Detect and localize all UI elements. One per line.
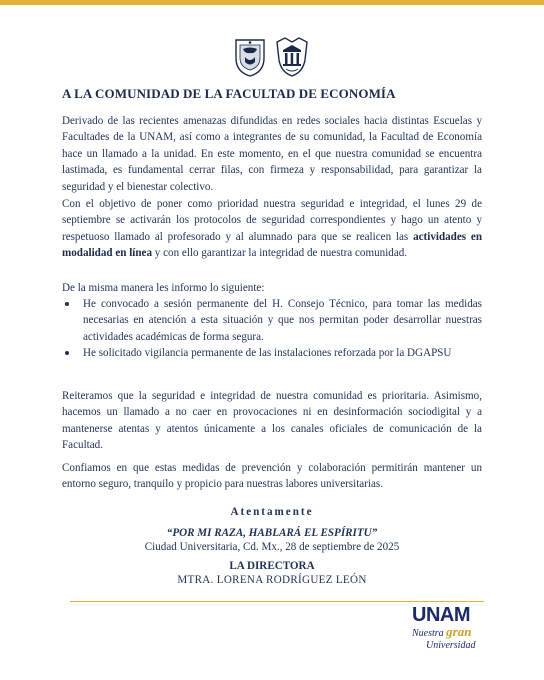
closing-place-date: Ciudad Universitaria, Cd. Mx., 28 de septiembre de 2025 <box>144 541 400 553</box>
paragraph-confidence: Confiamos en que estas medidas de prevención y colaboración permitirán mantener un entorno seguro, tranquilo y propicio para nuestras labores universitarias. <box>62 462 482 491</box>
paragraph-intro: Derivado de las recientes amenazas difundidas en redes sociales hacia distintas Escuelas y Facultades de la UNAM, así como a integrantes de su comunidad, la Facultad de Economía hace un llamado a la unidad. En este momento, en el que nuestra comunidad se encuentra lastimada, es fundamental cerrar filas, con firmeza y responsabilidad, para garantizar la seguridad y el bienestar colectivo. <box>62 115 482 193</box>
unam-logo <box>412 604 492 656</box>
page-title: A LA COMUNIDAD DE LA FACULTAD DE ECONOMÍA <box>62 86 396 101</box>
paragraph-security <box>62 196 482 262</box>
paragraph-security-text-a: Con el objetivo de poner como prioridad nuestra seguridad e integridad, el lunes 29 de septiembre se activarán los protocolos de seguridad correspondientes y hago un atento y respetuoso llamado al profesorado y al alumnado para que se realicen las <box>62 198 482 243</box>
measures-list <box>62 296 482 362</box>
list-item-text: He convocado a sesión permanente del H. Consejo Técnico, para tomar las medidas necesarias en atención a esta situación y que nos permitan poder desarrollar nuestras actividades académicas de forma segura. <box>83 298 482 343</box>
bullet-dot-icon <box>65 302 69 306</box>
unam-logo-nuestra: Nuestra <box>412 628 447 639</box>
unam-logo-universidad: Universidad <box>426 640 476 651</box>
online-modality-emphasis: actividades en modalidad en línea <box>62 230 482 260</box>
paragraph-inform: De la misma manera les informo lo siguiente: <box>62 282 265 294</box>
unam-logo-line2 <box>412 626 492 640</box>
header-logos <box>233 34 313 80</box>
economia-shield-icon <box>275 36 309 78</box>
list-item <box>62 296 482 345</box>
list-item-text: He solicitado vigilancia permanente de las instalaciones reforzada por la DGAPSU <box>83 347 452 360</box>
bottom-gold-rule <box>70 601 484 602</box>
bullet-dot-icon <box>65 351 69 355</box>
unam-logo-word: UNAM <box>412 604 470 626</box>
signer-title: LA DIRECTORA <box>229 560 315 572</box>
paragraph-reiterate: Reiteramos que la seguridad e integridad de nuestra comunidad es prioritaria. Asimismo, hacemos un llamado a no caer en provocaciones ni en desinformación sociodigital y a mantenerse atentas y atentos únicamente a los canales oficiales de comunicación de la Facultad. <box>62 390 482 452</box>
list-item <box>62 345 482 361</box>
paragraph-security-text-b: y con ello garantizar la integridad de nuestra comunidad. <box>152 247 408 260</box>
closing-atentamente: Atentamente <box>230 506 314 518</box>
signer-name: MTRA. LORENA RODRÍGUEZ LEÓN <box>177 574 367 586</box>
closing-motto: “POR MI RAZA, HABLARÁ EL ESPÍRITU” <box>166 527 378 539</box>
unam-logo-gran: gran <box>446 624 472 639</box>
top-gold-rule <box>0 0 544 5</box>
unam-shield-icon <box>233 36 267 78</box>
